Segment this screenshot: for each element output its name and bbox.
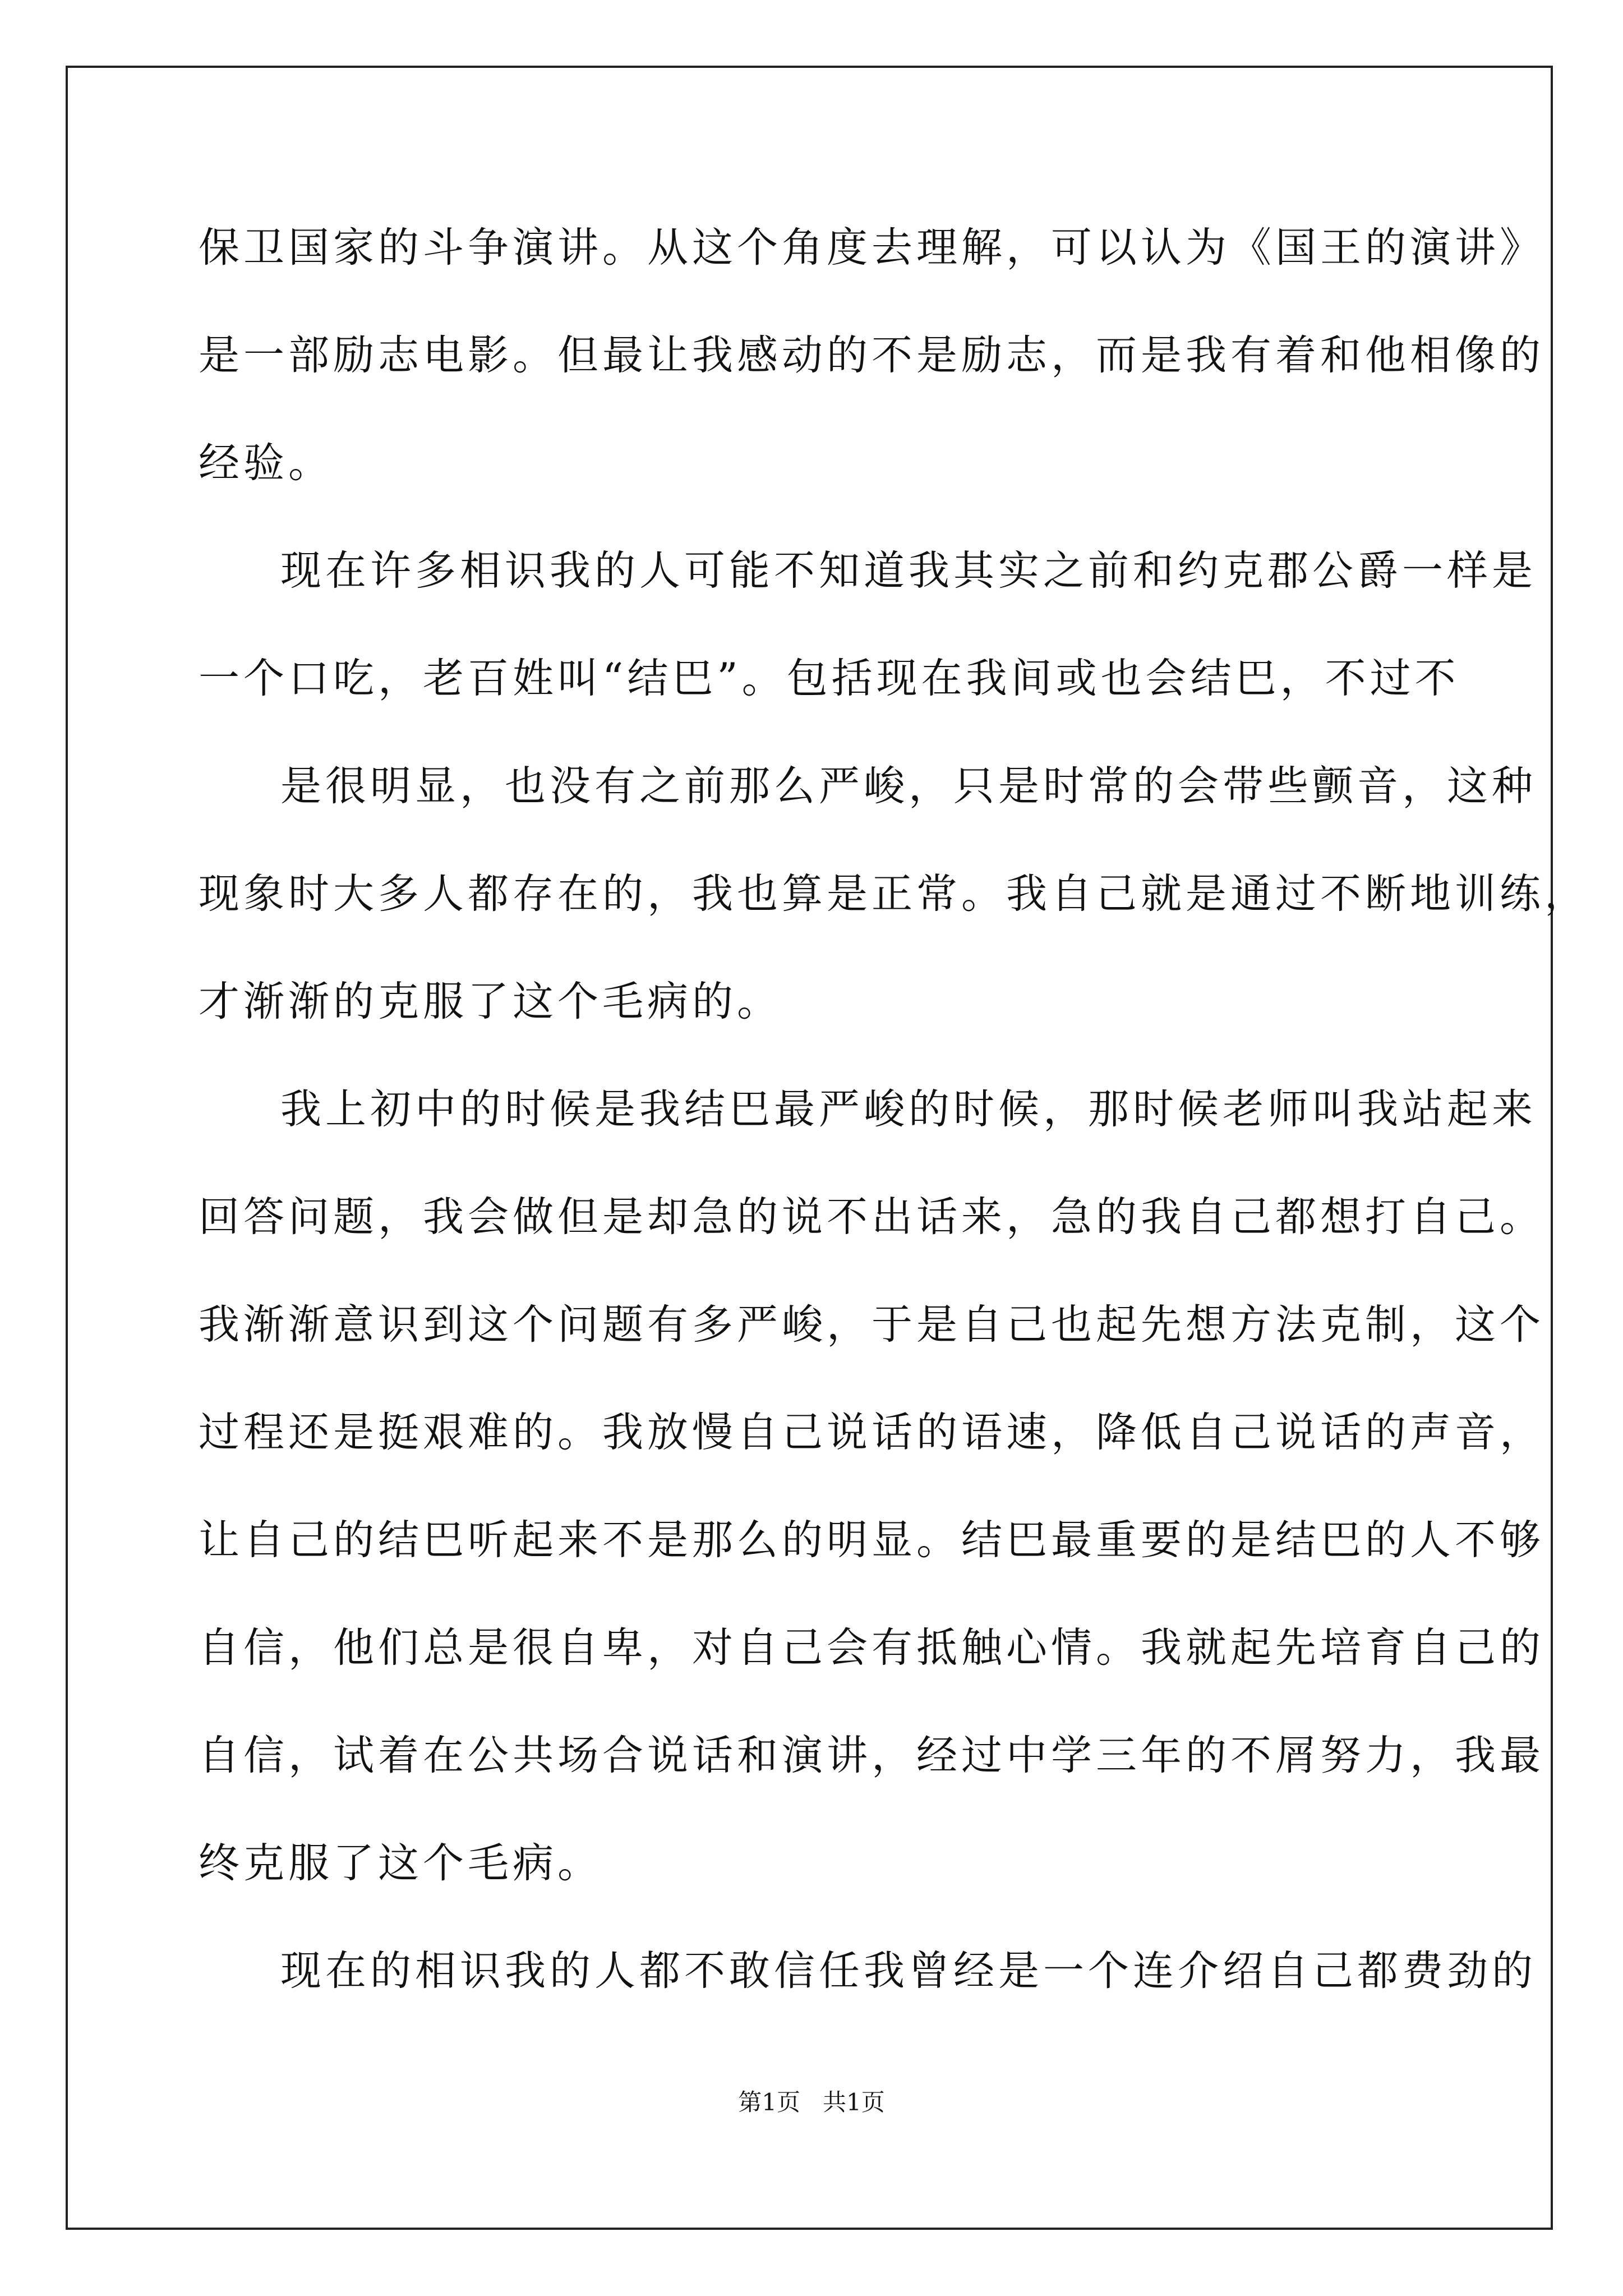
text-line: 保卫国家的斗争演讲。从这个角度去理解，可以认为《国王的演讲》 <box>199 224 1544 272</box>
text-line: 过程还是挺艰难的。我放慢自己说话的语速，降低自己说话的声音， <box>199 1409 1544 1456</box>
paragraph-start-line: 我上初中的时候是我结巴最严峻的时候，那时候老师叫我站起来 <box>280 1085 1537 1133</box>
text-line: 回答问题，我会做但是却急的说不出话来，急的我自己都想打自己。 <box>199 1193 1544 1241</box>
text-line: 一个口吃，老百姓叫“结巴”。包括现在我间或也会结巴，不过不 <box>199 655 1460 702</box>
text-line: 自信，试着在公共场合说话和演讲，经过中学三年的不屑努力，我最 <box>199 1732 1544 1779</box>
text-line: 终克服了这个毛病。 <box>199 1839 602 1887</box>
text-line: 是一部励志电影。但最让我感动的不是励志，而是我有着和他相像的 <box>199 332 1544 379</box>
text-line: 经验。 <box>199 439 333 487</box>
document-body <box>199 220 1589 2051</box>
paragraph-start-line: 现在许多相识我的人可能不知道我其实之前和约克郡公爵一样是 <box>280 547 1537 595</box>
text-line: 现象时大多人都存在的，我也算是正常。我自己就是通过不断地训练， <box>199 870 1589 918</box>
text-line: 让自己的结巴听起来不是那么的明显。结巴最重要的是结巴的人不够 <box>199 1516 1544 1564</box>
text-line: 才渐渐的克服了这个毛病的。 <box>199 978 782 1025</box>
text-line: 我渐渐意识到这个问题有多严峻，于是自己也起先想方法克制，这个 <box>199 1301 1544 1349</box>
text-line: 自信，他们总是很自卑，对自己会有抵触心情。我就起先培育自己的 <box>199 1624 1544 1672</box>
text-line: 是很明显，也没有之前那么严峻，只是时常的会带些颤音，这种 <box>280 762 1537 810</box>
page-number-footer: 第1页 共1页 <box>738 2088 885 2116</box>
paragraph-start-line: 现在的相识我的人都不敢信任我曾经是一个连介绍自己都费劲的 <box>280 1947 1537 1995</box>
